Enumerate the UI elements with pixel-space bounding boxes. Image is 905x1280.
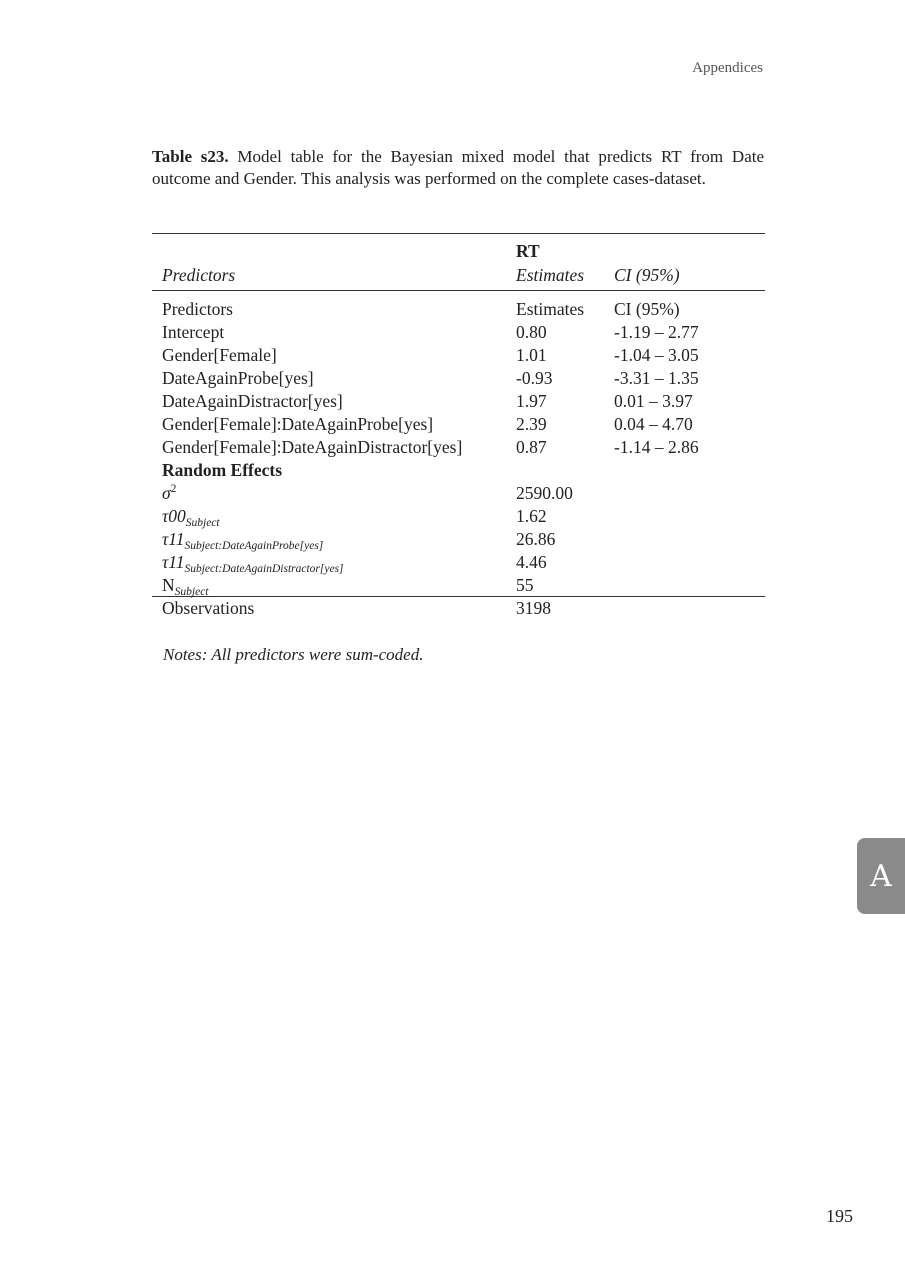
model-table bbox=[152, 233, 765, 619]
observations-value: 3198 bbox=[506, 597, 604, 620]
ci-cell: -1.04 – 3.05 bbox=[614, 345, 699, 365]
table-row bbox=[152, 481, 765, 504]
random-effect-label: $\tau 00_{Subject}$ bbox=[162, 506, 220, 529]
thumb-tab-letter: A bbox=[870, 858, 892, 894]
estimate-cell: 0.80 bbox=[516, 322, 547, 342]
table-row bbox=[152, 320, 765, 343]
table-row bbox=[152, 435, 765, 458]
random-effect-value: 55 bbox=[516, 575, 534, 595]
table-row bbox=[152, 291, 765, 321]
predictor-cell: Gender[Female]:DateAgainDistractor[yes] bbox=[162, 437, 463, 457]
caption-text: Model table for the Bayesian mixed model that predicts RT from Date outcome and Gender. This analysis was performed on the complete cases-dataset. bbox=[152, 147, 765, 188]
random-effect-label: $\tau 11_{Subject:DateAgainDistractor[yes]}$ bbox=[162, 552, 344, 575]
random-effect-value: 4.46 bbox=[516, 552, 547, 572]
table-caption bbox=[152, 146, 764, 190]
appendix-thumb-tab bbox=[857, 838, 905, 914]
table-row bbox=[152, 366, 765, 389]
predictor-cell: DateAgainProbe[yes] bbox=[162, 368, 314, 388]
random-effects-heading: Random Effects bbox=[162, 460, 283, 480]
table-row bbox=[152, 550, 765, 573]
ci-cell: CI (95%) bbox=[614, 299, 680, 319]
random-effect-label: $N_{Subject}$ bbox=[162, 575, 209, 598]
ci-cell: -1.14 – 2.86 bbox=[614, 437, 699, 457]
table-notes: Notes: All predictors were sum-coded. bbox=[163, 645, 424, 664]
dv-header: RT bbox=[506, 234, 604, 263]
predictor-cell: DateAgainDistractor[yes] bbox=[162, 391, 343, 411]
estimate-cell: Estimates bbox=[516, 299, 585, 319]
column-header-estimates: Estimates bbox=[506, 262, 604, 291]
column-header-predictors: Predictors bbox=[152, 262, 506, 291]
predictor-cell: Gender[Female] bbox=[162, 345, 277, 365]
caption-label: Table s23. bbox=[152, 147, 229, 166]
column-header-ci: CI (95%) bbox=[604, 262, 765, 291]
table-row bbox=[152, 504, 765, 527]
table-row bbox=[152, 343, 765, 366]
page-number: 195 bbox=[826, 1206, 853, 1226]
predictor-cell: Gender[Female]:DateAgainProbe[yes] bbox=[162, 414, 434, 434]
estimate-cell: 1.01 bbox=[516, 345, 547, 365]
random-effect-value: 2590.00 bbox=[516, 483, 573, 503]
table-row bbox=[152, 389, 765, 412]
estimate-cell: -0.93 bbox=[516, 368, 553, 388]
ci-cell: -1.19 – 2.77 bbox=[614, 322, 699, 342]
predictor-cell: Predictors bbox=[162, 299, 233, 319]
table-header-row-2 bbox=[152, 262, 765, 291]
predictor-cell: Intercept bbox=[162, 322, 225, 342]
random-effects-heading-row bbox=[152, 458, 765, 481]
ci-cell: 0.04 – 4.70 bbox=[614, 414, 693, 434]
table-row bbox=[152, 412, 765, 435]
random-effect-value: 26.86 bbox=[516, 529, 556, 549]
estimate-cell: 0.87 bbox=[516, 437, 547, 457]
estimate-cell: 2.39 bbox=[516, 414, 547, 434]
estimate-cell: 1.97 bbox=[516, 391, 547, 411]
table-row bbox=[152, 527, 765, 550]
table-header-row-1 bbox=[152, 234, 765, 263]
random-effect-label: $\sigma^2$ bbox=[162, 483, 177, 503]
ci-cell: 0.01 – 3.97 bbox=[614, 391, 693, 411]
table-row bbox=[152, 573, 765, 597]
observations-row bbox=[152, 597, 765, 620]
observations-label: Observations bbox=[152, 597, 506, 620]
running-head: Appendices bbox=[692, 60, 763, 76]
ci-cell: -3.31 – 1.35 bbox=[614, 368, 699, 388]
random-effect-label: $\tau 11_{Subject:DateAgainProbe[yes]}$ bbox=[162, 529, 324, 552]
random-effect-value: 1.62 bbox=[516, 506, 547, 526]
